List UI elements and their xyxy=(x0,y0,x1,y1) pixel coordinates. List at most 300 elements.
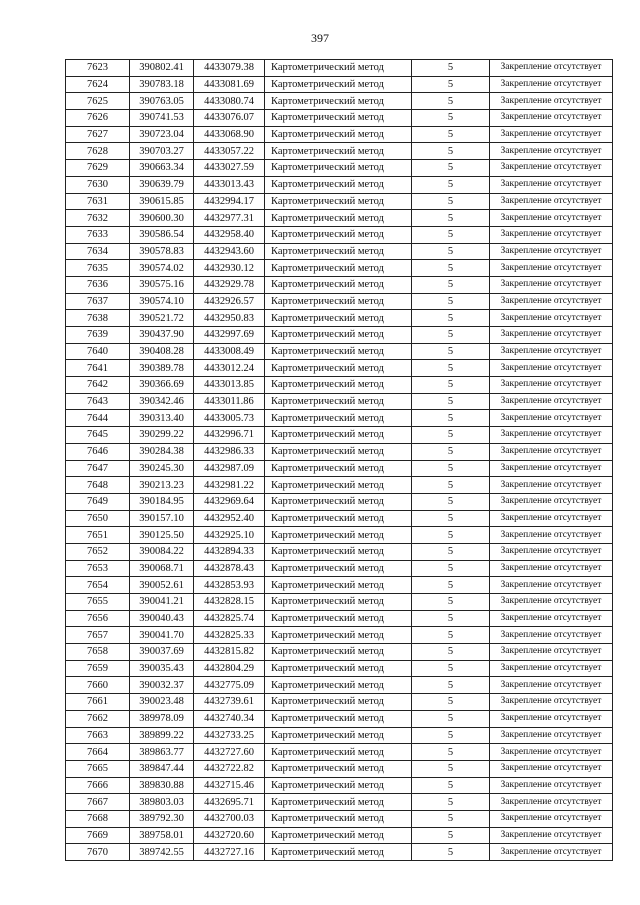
table-row xyxy=(66,627,613,644)
x-coordinate-cell: 390041.21 xyxy=(130,594,194,611)
method-cell: Картометрический метод xyxy=(265,293,412,310)
accuracy-cell: 5 xyxy=(412,744,490,761)
table-row xyxy=(66,310,613,327)
y-coordinate-cell: 4432929.78 xyxy=(194,276,265,293)
method-cell: Картометрический метод xyxy=(265,543,412,560)
accuracy-cell: 5 xyxy=(412,393,490,410)
method-cell: Картометрический метод xyxy=(265,710,412,727)
table-row xyxy=(66,644,613,661)
table-row xyxy=(66,343,613,360)
fixing-cell: Закрепление отсутствует xyxy=(490,327,613,344)
accuracy-cell: 5 xyxy=(412,810,490,827)
method-cell: Картометрический метод xyxy=(265,377,412,394)
x-coordinate-cell: 390342.46 xyxy=(130,393,194,410)
x-coordinate-cell: 390574.10 xyxy=(130,293,194,310)
point-number-cell: 7628 xyxy=(66,143,130,160)
y-coordinate-cell: 4432740.34 xyxy=(194,710,265,727)
point-number-cell: 7669 xyxy=(66,827,130,844)
accuracy-cell: 5 xyxy=(412,343,490,360)
x-coordinate-cell: 389978.09 xyxy=(130,710,194,727)
accuracy-cell: 5 xyxy=(412,310,490,327)
accuracy-cell: 5 xyxy=(412,827,490,844)
point-number-cell: 7642 xyxy=(66,377,130,394)
x-coordinate-cell: 390366.69 xyxy=(130,377,194,394)
y-coordinate-cell: 4432695.71 xyxy=(194,794,265,811)
y-coordinate-cell: 4432727.60 xyxy=(194,744,265,761)
x-coordinate-cell: 390184.95 xyxy=(130,493,194,510)
table-row xyxy=(66,460,613,477)
accuracy-cell: 5 xyxy=(412,477,490,494)
y-coordinate-cell: 4433076.07 xyxy=(194,110,265,127)
method-cell: Картометрический метод xyxy=(265,827,412,844)
accuracy-cell: 5 xyxy=(412,226,490,243)
point-number-cell: 7663 xyxy=(66,727,130,744)
accuracy-cell: 5 xyxy=(412,427,490,444)
x-coordinate-cell: 390284.38 xyxy=(130,443,194,460)
y-coordinate-cell: 4433013.85 xyxy=(194,377,265,394)
table-row xyxy=(66,777,613,794)
y-coordinate-cell: 4432775.09 xyxy=(194,677,265,694)
fixing-cell: Закрепление отсутствует xyxy=(490,243,613,260)
x-coordinate-cell: 389830.88 xyxy=(130,777,194,794)
accuracy-cell: 5 xyxy=(412,327,490,344)
fixing-cell: Закрепление отсутствует xyxy=(490,594,613,611)
y-coordinate-cell: 4432878.43 xyxy=(194,560,265,577)
method-cell: Картометрический метод xyxy=(265,527,412,544)
point-number-cell: 7636 xyxy=(66,276,130,293)
y-coordinate-cell: 4432828.15 xyxy=(194,594,265,611)
method-cell: Картометрический метод xyxy=(265,243,412,260)
method-cell: Картометрический метод xyxy=(265,60,412,77)
y-coordinate-cell: 4432894.33 xyxy=(194,543,265,560)
accuracy-cell: 5 xyxy=(412,260,490,277)
method-cell: Картометрический метод xyxy=(265,510,412,527)
x-coordinate-cell: 390035.43 xyxy=(130,660,194,677)
fixing-cell: Закрепление отсутствует xyxy=(490,794,613,811)
y-coordinate-cell: 4432987.09 xyxy=(194,460,265,477)
method-cell: Картометрический метод xyxy=(265,694,412,711)
fixing-cell: Закрепление отсутствует xyxy=(490,694,613,711)
x-coordinate-cell: 390245.30 xyxy=(130,460,194,477)
y-coordinate-cell: 4432977.31 xyxy=(194,210,265,227)
x-coordinate-cell: 390763.05 xyxy=(130,93,194,110)
accuracy-cell: 5 xyxy=(412,543,490,560)
table-row xyxy=(66,710,613,727)
x-coordinate-cell: 389758.01 xyxy=(130,827,194,844)
accuracy-cell: 5 xyxy=(412,844,490,861)
point-number-cell: 7632 xyxy=(66,210,130,227)
fixing-cell: Закрепление отсутствует xyxy=(490,844,613,861)
point-number-cell: 7670 xyxy=(66,844,130,861)
method-cell: Картометрический метод xyxy=(265,627,412,644)
point-number-cell: 7648 xyxy=(66,477,130,494)
x-coordinate-cell: 390437.90 xyxy=(130,327,194,344)
coordinates-table-body xyxy=(66,60,613,861)
x-coordinate-cell: 390723.04 xyxy=(130,126,194,143)
table-row xyxy=(66,260,613,277)
accuracy-cell: 5 xyxy=(412,160,490,177)
table-row xyxy=(66,760,613,777)
fixing-cell: Закрепление отсутствует xyxy=(490,527,613,544)
method-cell: Картометрический метод xyxy=(265,327,412,344)
method-cell: Картометрический метод xyxy=(265,610,412,627)
point-number-cell: 7661 xyxy=(66,694,130,711)
accuracy-cell: 5 xyxy=(412,510,490,527)
accuracy-cell: 5 xyxy=(412,176,490,193)
fixing-cell: Закрепление отсутствует xyxy=(490,76,613,93)
table-row xyxy=(66,827,613,844)
point-number-cell: 7623 xyxy=(66,60,130,77)
x-coordinate-cell: 390600.30 xyxy=(130,210,194,227)
fixing-cell: Закрепление отсутствует xyxy=(490,660,613,677)
x-coordinate-cell: 390389.78 xyxy=(130,360,194,377)
fixing-cell: Закрепление отсутствует xyxy=(490,710,613,727)
table-row xyxy=(66,677,613,694)
x-coordinate-cell: 390084.22 xyxy=(130,543,194,560)
x-coordinate-cell: 390574.02 xyxy=(130,260,194,277)
table-row xyxy=(66,694,613,711)
y-coordinate-cell: 4433081.69 xyxy=(194,76,265,93)
method-cell: Картометрический метод xyxy=(265,276,412,293)
point-number-cell: 7637 xyxy=(66,293,130,310)
accuracy-cell: 5 xyxy=(412,143,490,160)
y-coordinate-cell: 4432981.22 xyxy=(194,477,265,494)
x-coordinate-cell: 390313.40 xyxy=(130,410,194,427)
table-row xyxy=(66,126,613,143)
x-coordinate-cell: 390663.34 xyxy=(130,160,194,177)
accuracy-cell: 5 xyxy=(412,594,490,611)
table-row xyxy=(66,443,613,460)
fixing-cell: Закрепление отсутствует xyxy=(490,827,613,844)
accuracy-cell: 5 xyxy=(412,660,490,677)
fixing-cell: Закрепление отсутствует xyxy=(490,543,613,560)
point-number-cell: 7649 xyxy=(66,493,130,510)
fixing-cell: Закрепление отсутствует xyxy=(490,126,613,143)
x-coordinate-cell: 390299.22 xyxy=(130,427,194,444)
method-cell: Картометрический метод xyxy=(265,226,412,243)
point-number-cell: 7650 xyxy=(66,510,130,527)
accuracy-cell: 5 xyxy=(412,627,490,644)
x-coordinate-cell: 390802.41 xyxy=(130,60,194,77)
fixing-cell: Закрепление отсутствует xyxy=(490,60,613,77)
y-coordinate-cell: 4432825.74 xyxy=(194,610,265,627)
y-coordinate-cell: 4433012.24 xyxy=(194,360,265,377)
fixing-cell: Закрепление отсутствует xyxy=(490,93,613,110)
fixing-cell: Закрепление отсутствует xyxy=(490,777,613,794)
accuracy-cell: 5 xyxy=(412,493,490,510)
table-row xyxy=(66,660,613,677)
table-row xyxy=(66,810,613,827)
accuracy-cell: 5 xyxy=(412,443,490,460)
point-number-cell: 7657 xyxy=(66,627,130,644)
fixing-cell: Закрепление отсутствует xyxy=(490,360,613,377)
fixing-cell: Закрепление отсутствует xyxy=(490,410,613,427)
table-row xyxy=(66,794,613,811)
method-cell: Картометрический метод xyxy=(265,794,412,811)
y-coordinate-cell: 4433080.74 xyxy=(194,93,265,110)
point-number-cell: 7626 xyxy=(66,110,130,127)
method-cell: Картометрический метод xyxy=(265,460,412,477)
accuracy-cell: 5 xyxy=(412,243,490,260)
method-cell: Картометрический метод xyxy=(265,594,412,611)
y-coordinate-cell: 4433079.38 xyxy=(194,60,265,77)
method-cell: Картометрический метод xyxy=(265,427,412,444)
accuracy-cell: 5 xyxy=(412,610,490,627)
x-coordinate-cell: 390639.79 xyxy=(130,176,194,193)
method-cell: Картометрический метод xyxy=(265,193,412,210)
y-coordinate-cell: 4432943.60 xyxy=(194,243,265,260)
fixing-cell: Закрепление отсутствует xyxy=(490,810,613,827)
accuracy-cell: 5 xyxy=(412,93,490,110)
fixing-cell: Закрепление отсутствует xyxy=(490,460,613,477)
method-cell: Картометрический метод xyxy=(265,260,412,277)
y-coordinate-cell: 4432825.33 xyxy=(194,627,265,644)
accuracy-cell: 5 xyxy=(412,777,490,794)
point-number-cell: 7652 xyxy=(66,543,130,560)
point-number-cell: 7660 xyxy=(66,677,130,694)
method-cell: Картометрический метод xyxy=(265,143,412,160)
point-number-cell: 7666 xyxy=(66,777,130,794)
accuracy-cell: 5 xyxy=(412,677,490,694)
fixing-cell: Закрепление отсутствует xyxy=(490,210,613,227)
y-coordinate-cell: 4432930.12 xyxy=(194,260,265,277)
x-coordinate-cell: 390037.69 xyxy=(130,644,194,661)
fixing-cell: Закрепление отсутствует xyxy=(490,477,613,494)
fixing-cell: Закрепление отсутствует xyxy=(490,627,613,644)
method-cell: Картометрический метод xyxy=(265,410,412,427)
x-coordinate-cell: 390703.27 xyxy=(130,143,194,160)
y-coordinate-cell: 4432952.40 xyxy=(194,510,265,527)
x-coordinate-cell: 389803.03 xyxy=(130,794,194,811)
accuracy-cell: 5 xyxy=(412,126,490,143)
y-coordinate-cell: 4432925.10 xyxy=(194,527,265,544)
table-row xyxy=(66,493,613,510)
point-number-cell: 7658 xyxy=(66,644,130,661)
y-coordinate-cell: 4432720.60 xyxy=(194,827,265,844)
accuracy-cell: 5 xyxy=(412,460,490,477)
table-row xyxy=(66,510,613,527)
method-cell: Картометрический метод xyxy=(265,343,412,360)
point-number-cell: 7645 xyxy=(66,427,130,444)
y-coordinate-cell: 4433011.86 xyxy=(194,393,265,410)
table-row xyxy=(66,276,613,293)
y-coordinate-cell: 4432958.40 xyxy=(194,226,265,243)
table-row xyxy=(66,110,613,127)
table-row xyxy=(66,844,613,861)
y-coordinate-cell: 4432722.82 xyxy=(194,760,265,777)
point-number-cell: 7641 xyxy=(66,360,130,377)
y-coordinate-cell: 4432804.29 xyxy=(194,660,265,677)
point-number-cell: 7644 xyxy=(66,410,130,427)
point-number-cell: 7662 xyxy=(66,710,130,727)
table-row xyxy=(66,744,613,761)
x-coordinate-cell: 389742.55 xyxy=(130,844,194,861)
accuracy-cell: 5 xyxy=(412,727,490,744)
method-cell: Картометрический метод xyxy=(265,560,412,577)
point-number-cell: 7646 xyxy=(66,443,130,460)
fixing-cell: Закрепление отсутствует xyxy=(490,493,613,510)
fixing-cell: Закрепление отсутствует xyxy=(490,610,613,627)
accuracy-cell: 5 xyxy=(412,794,490,811)
point-number-cell: 7668 xyxy=(66,810,130,827)
point-number-cell: 7633 xyxy=(66,226,130,243)
y-coordinate-cell: 4432926.57 xyxy=(194,293,265,310)
y-coordinate-cell: 4433013.43 xyxy=(194,176,265,193)
table-row xyxy=(66,560,613,577)
method-cell: Картометрический метод xyxy=(265,577,412,594)
x-coordinate-cell: 389863.77 xyxy=(130,744,194,761)
point-number-cell: 7655 xyxy=(66,594,130,611)
point-number-cell: 7640 xyxy=(66,343,130,360)
fixing-cell: Закрепление отсутствует xyxy=(490,343,613,360)
accuracy-cell: 5 xyxy=(412,644,490,661)
fixing-cell: Закрепление отсутствует xyxy=(490,293,613,310)
method-cell: Картометрический метод xyxy=(265,76,412,93)
fixing-cell: Закрепление отсутствует xyxy=(490,443,613,460)
fixing-cell: Закрепление отсутствует xyxy=(490,143,613,160)
accuracy-cell: 5 xyxy=(412,527,490,544)
x-coordinate-cell: 390615.85 xyxy=(130,193,194,210)
method-cell: Картометрический метод xyxy=(265,660,412,677)
fixing-cell: Закрепление отсутствует xyxy=(490,577,613,594)
table-row xyxy=(66,93,613,110)
method-cell: Картометрический метод xyxy=(265,176,412,193)
x-coordinate-cell: 389792.30 xyxy=(130,810,194,827)
method-cell: Картометрический метод xyxy=(265,160,412,177)
point-number-cell: 7667 xyxy=(66,794,130,811)
table-row xyxy=(66,293,613,310)
method-cell: Картометрический метод xyxy=(265,360,412,377)
accuracy-cell: 5 xyxy=(412,210,490,227)
fixing-cell: Закрепление отсутствует xyxy=(490,677,613,694)
fixing-cell: Закрепление отсутствует xyxy=(490,510,613,527)
point-number-cell: 7659 xyxy=(66,660,130,677)
table-row xyxy=(66,76,613,93)
x-coordinate-cell: 390408.28 xyxy=(130,343,194,360)
point-number-cell: 7635 xyxy=(66,260,130,277)
point-number-cell: 7630 xyxy=(66,176,130,193)
y-coordinate-cell: 4432994.17 xyxy=(194,193,265,210)
method-cell: Картометрический метод xyxy=(265,760,412,777)
accuracy-cell: 5 xyxy=(412,760,490,777)
x-coordinate-cell: 390032.37 xyxy=(130,677,194,694)
x-coordinate-cell: 390213.23 xyxy=(130,477,194,494)
table-row xyxy=(66,577,613,594)
method-cell: Картометрический метод xyxy=(265,493,412,510)
accuracy-cell: 5 xyxy=(412,293,490,310)
table-row xyxy=(66,327,613,344)
point-number-cell: 7627 xyxy=(66,126,130,143)
page-number: 397 xyxy=(311,31,329,45)
x-coordinate-cell: 389899.22 xyxy=(130,727,194,744)
y-coordinate-cell: 4433057.22 xyxy=(194,143,265,160)
point-number-cell: 7629 xyxy=(66,160,130,177)
table-row xyxy=(66,377,613,394)
x-coordinate-cell: 390023.48 xyxy=(130,694,194,711)
table-row xyxy=(66,393,613,410)
fixing-cell: Закрепление отсутствует xyxy=(490,744,613,761)
method-cell: Картометрический метод xyxy=(265,310,412,327)
accuracy-cell: 5 xyxy=(412,76,490,93)
method-cell: Картометрический метод xyxy=(265,810,412,827)
x-coordinate-cell: 390575.16 xyxy=(130,276,194,293)
x-coordinate-cell: 390052.61 xyxy=(130,577,194,594)
fixing-cell: Закрепление отсутствует xyxy=(490,393,613,410)
y-coordinate-cell: 4433068.90 xyxy=(194,126,265,143)
method-cell: Картометрический метод xyxy=(265,110,412,127)
y-coordinate-cell: 4433008.49 xyxy=(194,343,265,360)
fixing-cell: Закрепление отсутствует xyxy=(490,644,613,661)
method-cell: Картометрический метод xyxy=(265,126,412,143)
point-number-cell: 7624 xyxy=(66,76,130,93)
table-row xyxy=(66,360,613,377)
fixing-cell: Закрепление отсутствует xyxy=(490,427,613,444)
table-row xyxy=(66,193,613,210)
point-number-cell: 7643 xyxy=(66,393,130,410)
point-number-cell: 7656 xyxy=(66,610,130,627)
accuracy-cell: 5 xyxy=(412,360,490,377)
table-row xyxy=(66,226,613,243)
accuracy-cell: 5 xyxy=(412,60,490,77)
x-coordinate-cell: 390578.83 xyxy=(130,243,194,260)
fixing-cell: Закрепление отсутствует xyxy=(490,160,613,177)
x-coordinate-cell: 390741.53 xyxy=(130,110,194,127)
x-coordinate-cell: 390586.54 xyxy=(130,226,194,243)
fixing-cell: Закрепление отсутствует xyxy=(490,193,613,210)
fixing-cell: Закрепление отсутствует xyxy=(490,377,613,394)
fixing-cell: Закрепление отсутствует xyxy=(490,760,613,777)
x-coordinate-cell: 390068.71 xyxy=(130,560,194,577)
point-number-cell: 7665 xyxy=(66,760,130,777)
y-coordinate-cell: 4432969.64 xyxy=(194,493,265,510)
accuracy-cell: 5 xyxy=(412,377,490,394)
table-row xyxy=(66,143,613,160)
table-row xyxy=(66,160,613,177)
method-cell: Картометрический метод xyxy=(265,477,412,494)
point-number-cell: 7647 xyxy=(66,460,130,477)
table-row xyxy=(66,60,613,77)
fixing-cell: Закрепление отсутствует xyxy=(490,176,613,193)
method-cell: Картометрический метод xyxy=(265,777,412,794)
table-row xyxy=(66,243,613,260)
accuracy-cell: 5 xyxy=(412,276,490,293)
method-cell: Картометрический метод xyxy=(265,744,412,761)
y-coordinate-cell: 4432739.61 xyxy=(194,694,265,711)
fixing-cell: Закрепление отсутствует xyxy=(490,276,613,293)
y-coordinate-cell: 4433027.59 xyxy=(194,160,265,177)
accuracy-cell: 5 xyxy=(412,560,490,577)
method-cell: Картометрический метод xyxy=(265,644,412,661)
method-cell: Картометрический метод xyxy=(265,443,412,460)
table-row xyxy=(66,176,613,193)
table-row xyxy=(66,410,613,427)
method-cell: Картометрический метод xyxy=(265,727,412,744)
accuracy-cell: 5 xyxy=(412,577,490,594)
x-coordinate-cell: 390041.70 xyxy=(130,627,194,644)
accuracy-cell: 5 xyxy=(412,410,490,427)
point-number-cell: 7653 xyxy=(66,560,130,577)
coordinates-table xyxy=(65,59,613,861)
point-number-cell: 7664 xyxy=(66,744,130,761)
table-row xyxy=(66,727,613,744)
table-row xyxy=(66,477,613,494)
fixing-cell: Закрепление отсутствует xyxy=(490,727,613,744)
point-number-cell: 7651 xyxy=(66,527,130,544)
y-coordinate-cell: 4432986.33 xyxy=(194,443,265,460)
y-coordinate-cell: 4432815.82 xyxy=(194,644,265,661)
point-number-cell: 7625 xyxy=(66,93,130,110)
y-coordinate-cell: 4432727.16 xyxy=(194,844,265,861)
